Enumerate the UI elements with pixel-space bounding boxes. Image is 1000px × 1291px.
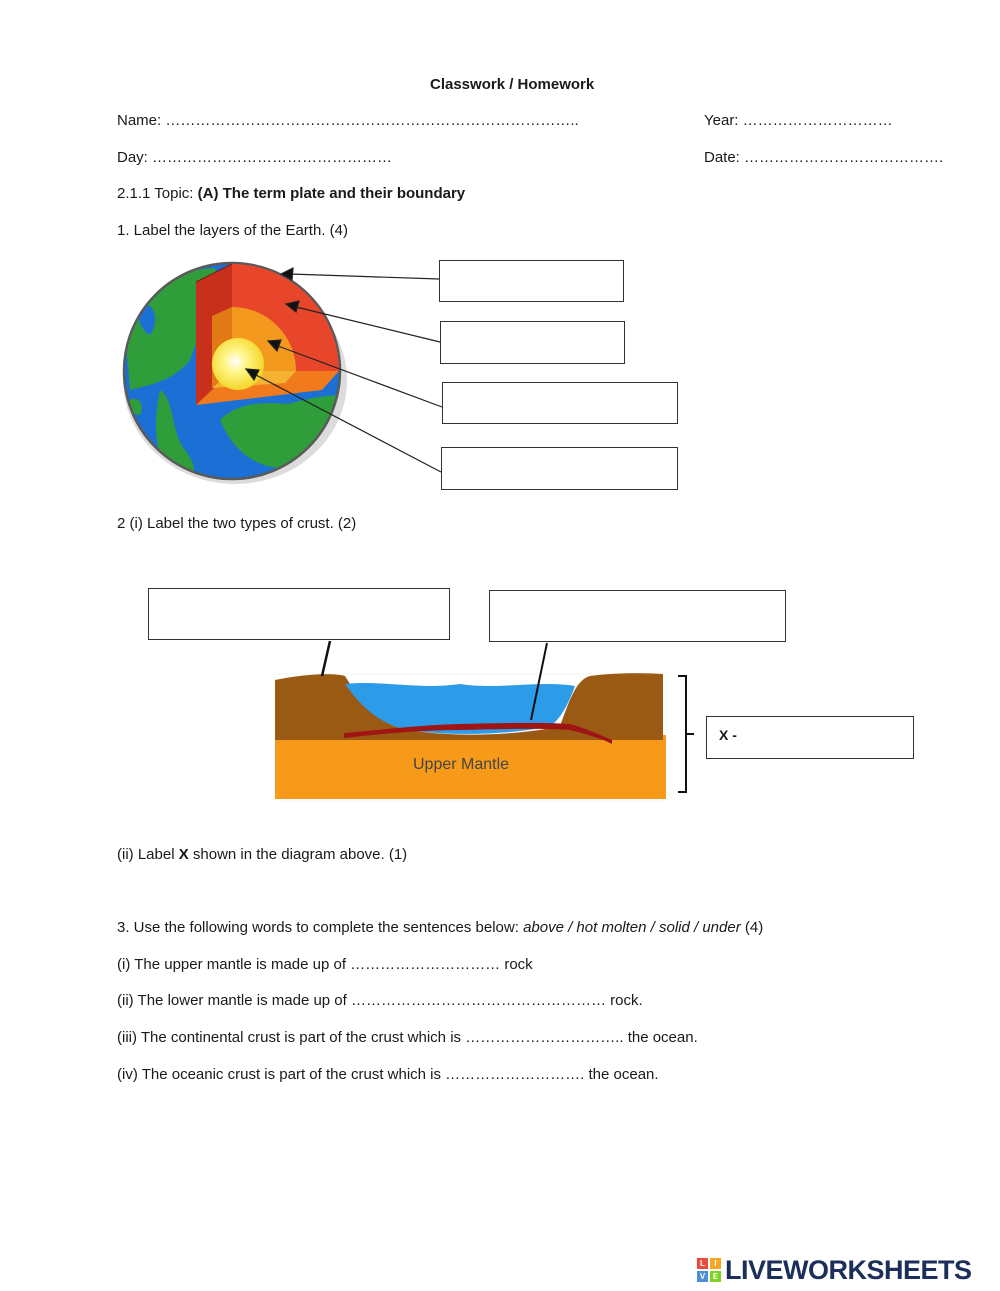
- day-field-label: Day: …………………………………………: [117, 149, 393, 166]
- x-box-label: X -: [719, 727, 737, 743]
- logo-text: LIVEWORKSHEETS: [725, 1254, 972, 1285]
- label-box-x[interactable]: [706, 716, 914, 759]
- question-1-text: 1. Label the layers of the Earth. (4): [117, 222, 348, 239]
- upper-mantle-text: Upper Mantle: [413, 756, 510, 773]
- page-title: Classwork / Homework: [430, 76, 595, 93]
- topic-title: (A) The term plate and their boundary: [197, 185, 466, 202]
- liveworksheets-logo: [697, 1255, 972, 1285]
- q3-instruction-text: 3. Use the following words to complete the sentences below:: [117, 919, 524, 936]
- logo-letter-v: V: [697, 1271, 708, 1282]
- q2ii-prefix: (ii) Label: [117, 846, 179, 863]
- q3-sentence-iii: (iii) The continental crust is part of the crust which is ………………………….. the ocean.: [117, 1029, 698, 1046]
- q2ii-x: X: [178, 846, 189, 863]
- question-2ii-text: [117, 846, 407, 864]
- q3-word-bank: above / hot molten / solid / under: [523, 919, 741, 936]
- year-field-label: Year: …………………………: [704, 112, 893, 129]
- label-box-oceanic-crust[interactable]: [489, 590, 786, 642]
- question-3-instruction: [117, 919, 763, 937]
- name-field-label: Name: ………………………………………………………………………..: [117, 112, 579, 129]
- topic-prefix: 2.1.1 Topic:: [117, 185, 198, 202]
- inner-core: [212, 338, 264, 390]
- logo-letter-l: L: [697, 1258, 708, 1269]
- x-brace: [678, 676, 686, 792]
- label-box-continental-crust[interactable]: [148, 588, 450, 640]
- earth-diagram: [123, 263, 347, 484]
- question-2i-text: 2 (i) Label the two types of crust. (2): [117, 515, 357, 532]
- crust-diagram: [275, 673, 666, 800]
- q3-sentence-i: (i) The upper mantle is made up of ………………………… rock: [117, 956, 533, 973]
- label-box-mantle[interactable]: [440, 321, 625, 364]
- date-field-label: Date: ………………………………….: [704, 149, 944, 166]
- logo-letter-i: I: [710, 1258, 721, 1269]
- logo-mark-icon: [697, 1258, 721, 1282]
- q2ii-suffix: shown in the diagram above. (1): [188, 846, 408, 863]
- q3-sentence-iv: (iv) The oceanic crust is part of the crust which is ………………………. the ocean.: [117, 1066, 659, 1083]
- q3-marks: (4): [740, 919, 764, 936]
- q3-sentence-ii: (ii) The lower mantle is made up of …………………………………………… rock.: [117, 992, 643, 1009]
- logo-letter-e: E: [710, 1271, 721, 1282]
- label-box-inner-core[interactable]: [441, 447, 678, 490]
- label-box-crust[interactable]: [439, 260, 624, 302]
- label-box-outer-core[interactable]: [442, 382, 678, 424]
- pointer-line-continental: [322, 641, 330, 676]
